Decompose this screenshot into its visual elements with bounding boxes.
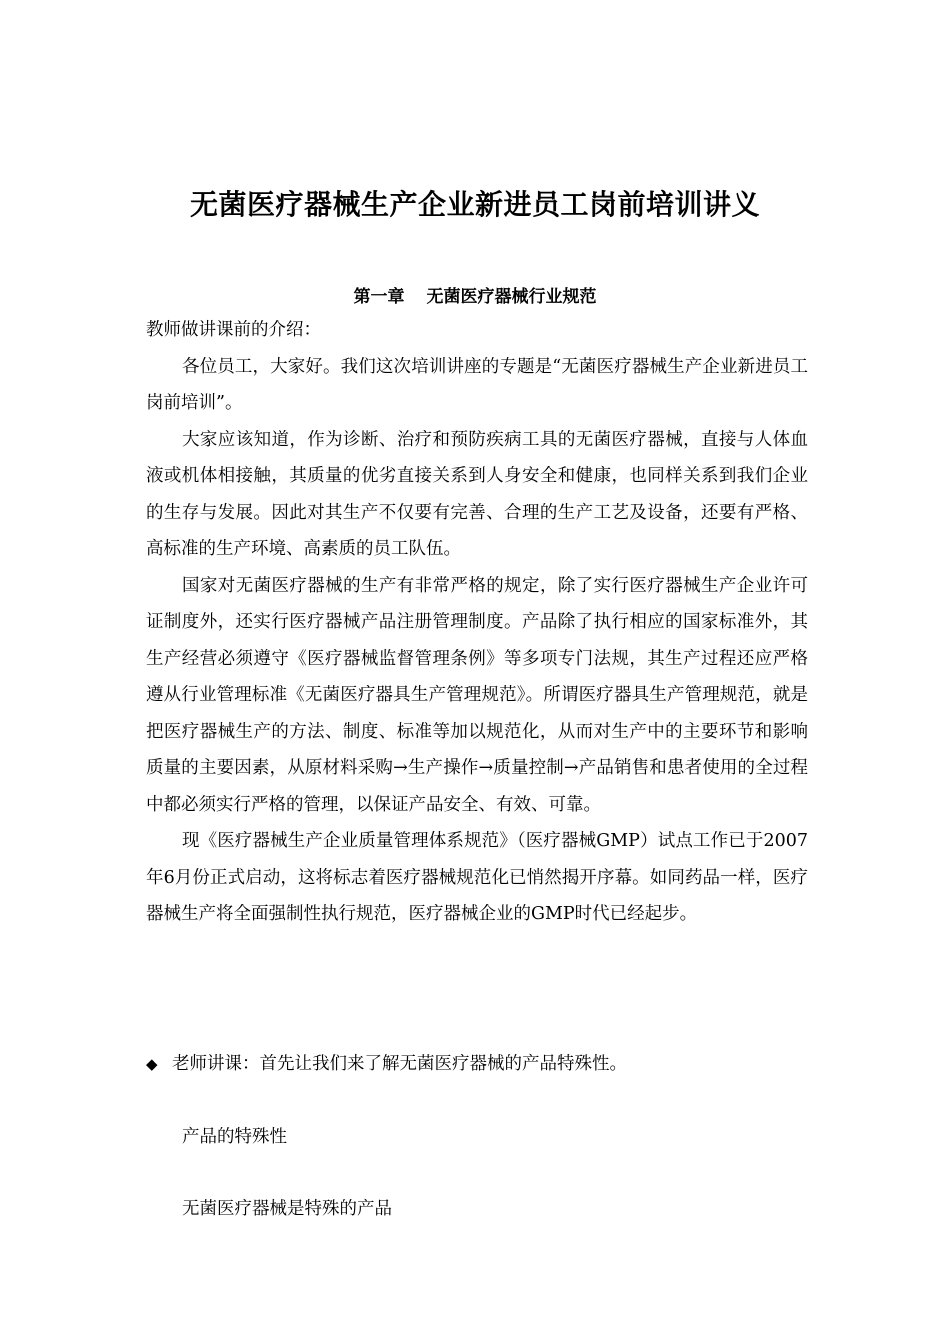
paragraph-gmp: 现《医疗器械生产企业质量管理体系规范》（医疗器械GMP）试点工作已于2007年6月份正式启动，这将标志着医疗器械规范化已悄然揭开序幕。如同药品一样，医疗器械生产将全面强制性执行规范，医疗器械企业的GMP时代已经起步。: [146, 831, 808, 924]
paragraph-greeting: 各位员工，大家好。我们这次培训讲座的专题是“无菌医疗器械生产企业新进员工岗前培训”。: [146, 356, 808, 413]
paragraph-regulation: 国家对无菌医疗器械的生产有非常严格的规定，除了实行医疗器械生产企业许可证制度外，还实行医疗器械产品注册管理制度。产品除了执行相应的国家标准外，其生产经营必须遵守《医疗器械监督管理条例》等多项专门法规，其生产过程还应严格遵从行业管理标准《无菌医疗器具生产管理规范》。所谓医疗器具生产管理规范，就是把医疗器械生产的方法、制度、标准等加以规范化，从而对生产中的主要环节和影响质量的主要因素，从原材料采购→生产操作→质量控制→产品销售和患者使用的全过程中都必须实行严格的管理，以保证产品安全、有效、可靠。: [146, 575, 808, 815]
bullet-item: [146, 1046, 808, 1082]
chapter-number: 第一章: [353, 287, 405, 307]
diamond-bullet-icon: ◆: [146, 1055, 158, 1073]
chapter-name: 无菌医疗器械行业规范: [426, 287, 597, 307]
document-body: [146, 312, 808, 933]
intro-label: 教师做讲课前的介绍：: [146, 320, 321, 340]
subline: 无菌医疗器械是特殊的产品: [182, 1199, 392, 1219]
chapter-heading: [0, 282, 950, 307]
paragraph-quality: 大家应该知道，作为诊断、治疗和预防疾病工具的无菌医疗器械，直接与人体血液或机体相接触，其质量的优劣直接关系到人身安全和健康，也同样关系到我们企业的生存与发展。因此对其生产不仅要有完善、合理的生产工艺及设备，还要有严格、高标准的生产环境、高素质的员工队伍。: [146, 429, 808, 559]
subheading: 产品的特殊性: [182, 1127, 287, 1147]
document-title: 无菌医疗器械生产企业新进员工岗前培训讲义: [189, 188, 760, 221]
bullet-text: 老师讲课：首先让我们来了解无菌医疗器械的产品特殊性。: [172, 1054, 627, 1074]
